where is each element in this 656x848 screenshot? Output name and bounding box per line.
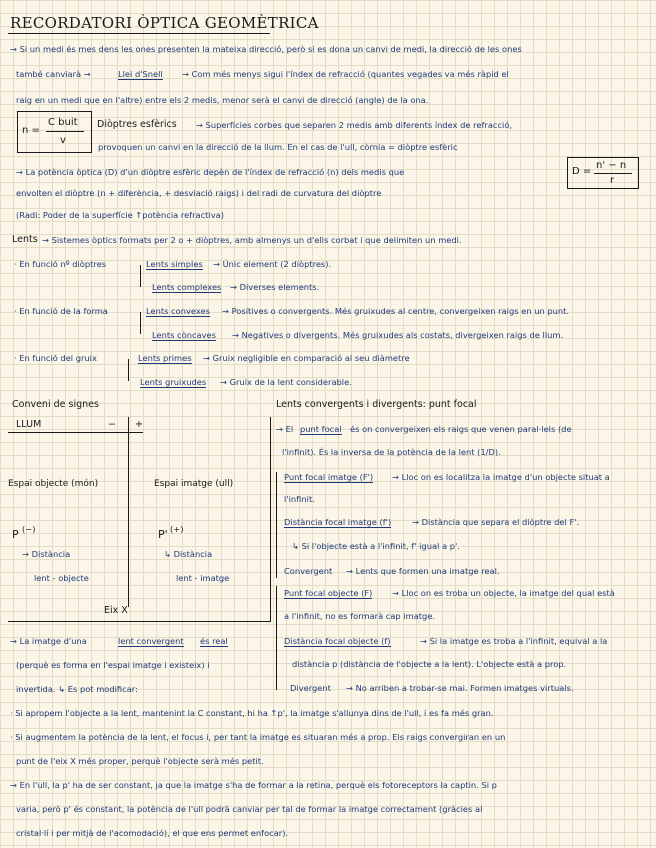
pp-label: P' <box>158 528 168 541</box>
gruix-label: · En funció del gruix <box>14 353 97 363</box>
divergent-desc: → No arriben a trobar-se mai. Formen imatges virtuals. <box>346 683 574 693</box>
nd-bracket <box>140 265 141 287</box>
punt-focal: punt focal <box>300 424 342 434</box>
p-label: P <box>12 528 19 541</box>
imatge-line-2: (perquè es forma en l'espai imatge i existeix) i <box>16 660 210 670</box>
pp-desc-1: ↳ Distància <box>164 549 213 559</box>
pfi-desc: → Lloc on es localitza la imatge d'un objecte situat a <box>392 472 610 482</box>
lents-convexes: Lents convexes <box>146 306 210 316</box>
bottom-bullet-3a: → En l'ull, la p' ha de ser constant, ja que la imatge s'ha de formar a la retina, perquè els fotoreceptors la captin. Si p <box>10 780 497 790</box>
lents-primes: Lents primes <box>138 353 192 363</box>
lents-convexes-desc: → Positives o convergents. Més gruixudes al centre, convergeixen raigs en un punt. <box>222 306 570 316</box>
formula-d-denominator: r <box>610 175 615 186</box>
dioptres-heading: Diòptres esfèrics <box>97 119 177 130</box>
convergent-desc: → Lents que formen una imatge real. <box>346 566 500 576</box>
lents-definition: → Sistemes òptics formats per 2 o + diòptres, amb almenys un d'ells corbat i que delimiten un medi. <box>42 235 462 245</box>
lents-heading: Lents <box>12 234 38 245</box>
formula-d-fraction-bar <box>594 173 632 174</box>
signes-diagram <box>8 417 271 622</box>
refraction-index-formula-box <box>17 111 92 153</box>
lents-gruixudes-desc: → Gruix de la lent considerable. <box>220 377 352 387</box>
lents-complexes-desc: → Diverses elements. <box>230 282 320 292</box>
formula-n-lhs: n = <box>22 125 40 136</box>
formula-n-numerator: C buit <box>48 117 78 128</box>
minus-sign: − <box>108 419 116 430</box>
lents-primes-desc: → Gruix negligible en comparació al seu diàmetre <box>203 353 410 363</box>
potencia-line-1: → La potència òptica (D) d'un diòptre esfèric depèn de l'índex de refracció (n) dels medis que <box>16 167 405 177</box>
intro-line-3: raig en un medi que en l'altre) entre els 2 medis, menor serà el canvi de direcció (angle) de la ona. <box>16 95 429 105</box>
divergent-label: Divergent <box>290 683 331 693</box>
formula-n-denominator: v <box>60 135 66 146</box>
nd-label: · En funció nº diòptres <box>14 259 107 269</box>
bottom-bullet-3b: varia, però p' és constant, la potència de l'ull podrà canviar per tal de formar la imatge correctament (gràcies al <box>16 804 483 814</box>
espai-imatge: Espai imatge (ull) <box>154 479 234 489</box>
llum-underline <box>8 432 143 433</box>
distancia-focal-objecte: Distància focal objecte (f) <box>284 636 391 646</box>
imatge-line-3: invertida. ↳ Es pot modificar: <box>16 684 138 694</box>
bottom-bullet-3c: cristal·lí i per mitjà de l'acomodació), el que ens permet enfocar). <box>16 828 289 838</box>
snell-law-link: Llei d'Snell <box>118 69 163 79</box>
llum-label: LLUM <box>16 419 42 430</box>
bottom-bullet-2b: punt de l'eix X més proper, perquè l'objecte serà més petit. <box>16 756 264 766</box>
lents-concaves: Lents còncaves <box>152 330 216 340</box>
pfi-desc-2: l'infinit. <box>284 494 315 504</box>
convergent-label: Convergent <box>284 566 333 576</box>
dfo-desc: → Si la imatge es troba a l'infinit, equival a la <box>420 636 608 646</box>
formula-d-lhs: D = <box>572 166 592 177</box>
intro-line-2c: → Com més menys sigui l'índex de refracció (quantes vegades va més ràpid el <box>182 69 509 79</box>
p-desc-1: → Distància <box>22 549 71 559</box>
lents-complexes: Lents complexes <box>152 282 222 292</box>
forma-bracket <box>140 312 141 334</box>
imatge-line-1a: → La imatge d'una <box>10 636 87 646</box>
focal-line-1c: és on convergeixen els raigs que venen paral·lels (de <box>350 424 572 434</box>
formula-n-fraction-bar <box>46 131 84 132</box>
lens-axis-line <box>128 417 129 607</box>
pfo-desc-2: a l'infinit, no es formarà cap imatge. <box>284 611 436 621</box>
p-desc-2: lent - objecte <box>34 573 89 583</box>
dfo-desc-2: distància p (distància de l'objecte a la lent). L'objecte està a prop. <box>292 659 567 669</box>
lent-convergent: lent convergent <box>118 636 184 646</box>
pp-desc-2: lent - imatge <box>176 573 230 583</box>
signes-heading: Conveni de signes <box>12 399 99 410</box>
distancia-focal-imatge: Distància focal imatge (f') <box>284 517 392 527</box>
focal-heading: Lents convergents i divergents: punt focal <box>276 399 477 410</box>
dfi-desc-2: ↳ Si l'objecte està a l'infinit, f' igual a p'. <box>292 541 460 551</box>
lents-simples: Lents simples <box>146 259 203 269</box>
formula-d-numerator: n' − n <box>596 160 627 171</box>
intro-line-2a: també canviarà → <box>16 69 91 79</box>
forma-label: · En funció de la forma <box>14 306 108 316</box>
lents-gruixudes: Lents gruixudes <box>140 377 207 387</box>
dioptres-line-1: → Superfícies corbes que separen 2 medis amb diferents índex de refracció, <box>196 120 513 130</box>
gruix-bracket <box>128 359 129 381</box>
bottom-bullet-2a: · Si augmentem la potència de la lent, el focus i, per tant la imatge es situaran més a prop. Els raigs convergiran en un <box>10 732 506 742</box>
title-underline <box>8 33 270 34</box>
potencia-line-2: envolten el diòptre (n + diferència, + desviació raigs) i del radi de curvatura del diòptre <box>16 188 382 198</box>
focal-line-2: l'infinit). És la inversa de la potència de la lent (1/D). <box>282 447 501 457</box>
dfi-desc: → Distància que separa el diòptre del F'. <box>412 517 580 527</box>
p-sign: (−) <box>22 524 36 534</box>
page-title: RECORDATORI ÒPTICA GEOMÈTRICA <box>10 14 319 32</box>
punt-focal-objecte: Punt focal objecte (F) <box>284 588 373 598</box>
lents-simples-desc: → Únic element (2 diòptres). <box>213 259 332 269</box>
potencia-formula-box <box>567 157 639 189</box>
divergent-bracket <box>276 586 277 690</box>
dioptres-line-2: provoquen un canvi en la direcció de la llum. En el cas de l'ull, còrnia = diòptre esfèric <box>98 142 458 152</box>
eix-x-label: Eix X <box>104 605 128 616</box>
punt-focal-imatge: Punt focal imatge (F') <box>284 472 374 482</box>
focal-line-1a: → El <box>276 424 294 434</box>
es-real: és real <box>200 636 228 646</box>
potencia-line-3: (Radi: Poder de la superfície ↑potència refractiva) <box>16 210 224 220</box>
plus-sign: + <box>135 419 143 430</box>
convergent-bracket <box>276 472 277 578</box>
bottom-bullet-1: · Si apropem l'objecte a la lent, mantenint la C constant, hi ha ↑p', la imatge s'allunya dins de l'ull, i es fa més gran. <box>10 708 494 718</box>
lents-concaves-desc: → Negatives o divergents. Més gruixudes als costats, divergeixen raigs de llum. <box>232 330 564 340</box>
intro-line-1: → Si un medi és mes dens les ones presenten la mateixa direcció, però si es dona un canvi de medi, la direcció de les ones <box>10 44 522 54</box>
pfo-desc: → Lloc on es troba un objecte, la imatge del qual està <box>392 588 615 598</box>
pp-sign: (+) <box>170 524 184 534</box>
espai-objecte: Espai objecte (món) <box>8 479 99 489</box>
